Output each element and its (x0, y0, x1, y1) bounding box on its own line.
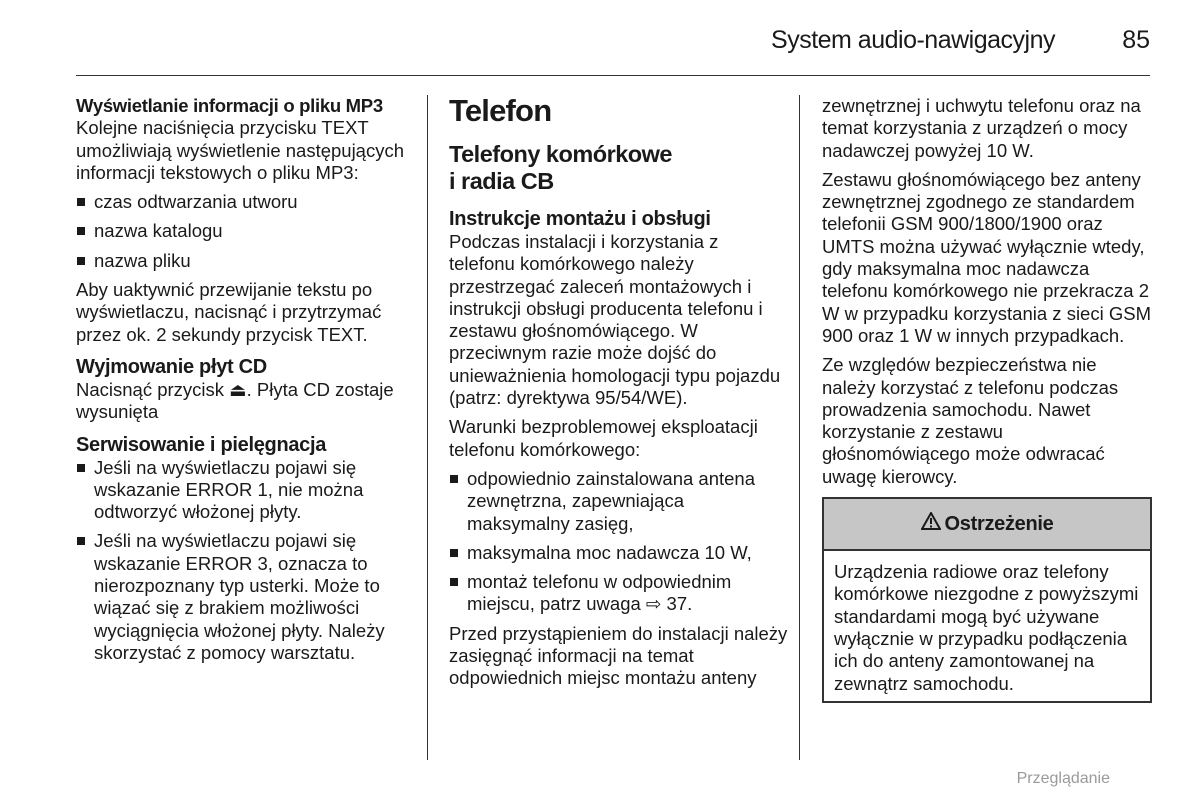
install-text: Podczas instalacji i korzystania z telefonu komórkowego należy przestrzegać zaleceń montażowych i instrukcji obsługi producenta telefonu i zestawu głośnomówiącego. W przeciwnym razie może dojść do unieważnienia homologacji typu pojazdu (patrz: dyrektywa 95/54/WE). (449, 231, 781, 409)
list-item: Jeśli na wyświetlaczu pojawi się wskazanie ERROR 1, nie można odtworzyć włożonej płyty. (76, 457, 411, 524)
warning-text: Urządzenia radiowe oraz telefony komórkowe niezgodne z powyższymi standardami mogą być używane wyłącznie w przypadku podłączenia ich do anteny zamontowanej na zewnątrz samochodu. (834, 561, 1139, 694)
mp3-info-list (76, 191, 411, 272)
list-item: montaż telefonu w odpowiednim miejscu, patrz uwaga ⇨ 37. (449, 571, 789, 616)
service-list (76, 457, 411, 665)
warning-body (824, 551, 1150, 701)
list-item: nazwa pliku (76, 250, 411, 272)
section-heading-line: i radia CB (449, 168, 554, 194)
chapter-title: Telefon (449, 93, 552, 128)
continued-text: zewnętrznej i uchwytu telefonu oraz na temat korzystania z urządzeń o mocy nadawczej powyżej 10 W. (822, 95, 1141, 161)
mp3-info-text: Kolejne naciśnięcia przycisku TEXT umożliwiają wyświetlenie następujących informacji tekstowych o pliku MP3: (76, 117, 405, 183)
page-header (0, 0, 1200, 76)
page-number: 85 (1122, 26, 1150, 54)
warning-box (822, 497, 1152, 703)
handsfree-text: Zestawu głośnomówiącego bez anteny zewnętrznej zgodnego ze standardem telefonii GSM 900/1800/1900 oraz UMTS można używać wyłącznie wtedy, gdy maksymalna moc nadawcza telefonu komórkowego nie przekracza 2 W w przypadku korzystania z sieci GSM 900 oraz 1 W w innych przypadkach. (822, 168, 1151, 346)
list-item: Jeśli na wyświetlaczu pojawi się wskazanie ERROR 3, oznacza to nierozpoznany typ usterki. Może to wiązać się z brakiem możliwości wyciągnięcia włożonej płyty. Należy skorzystać z pomocy warsztatu. (76, 530, 411, 664)
footer-watermark: Przeglądanie (1016, 770, 1110, 787)
safety-text: Ze względów bezpieczeństwa nie należy korzystać z telefonu podczas prowadzenia samochodu. Nawet korzystanie z zestawu głośnomówiącego może odwracać uwagę kierowcy. (822, 354, 1119, 487)
column-divider (427, 95, 428, 760)
eject-cd-text: Nacisnąć przycisk ⏏. Płyta CD zostaje wysunięta (76, 378, 394, 423)
list-item: maksymalna moc nadawcza 10 W, (449, 542, 789, 564)
mp3-info-heading: Wyświetlanie informacji o pliku MP3 (76, 95, 383, 116)
list-item: odpowiednio zainstalowana antena zewnętrzna, zapewniająca maksymalny zasięg, (449, 468, 789, 535)
warning-triangle-icon (921, 512, 941, 536)
install-heading: Instrukcje montażu i obsługi (449, 208, 711, 230)
header-divider (76, 75, 1150, 76)
conditions-list (449, 468, 789, 616)
list-item: nazwa katalogu (76, 220, 411, 242)
column-middle (449, 95, 789, 697)
eject-cd-heading: Wyjmowanie płyt CD (76, 355, 267, 378)
column-divider (799, 95, 800, 760)
section-heading (449, 141, 789, 195)
conditions-text: Warunki bezproblemowej eksploatacji telefonu komórkowego: (449, 416, 758, 460)
column-right (822, 95, 1152, 703)
scroll-text-paragraph: Aby uaktywnić przewijanie tekstu po wyświetlaczu, nacisnąć i przytrzymać przez ok. 2 sekundy przycisk TEXT. (76, 279, 382, 345)
service-heading: Serwisowanie i pielęgnacja (76, 433, 327, 456)
warning-title: Ostrzeżenie (944, 512, 1054, 535)
section-heading-line: Telefony komórkowe (449, 141, 673, 167)
before-install-text: Przed przystąpieniem do instalacji należy zasięgnąć informacji na temat odpowiednich miejsc montażu anteny (449, 622, 788, 689)
column-left (76, 95, 411, 671)
section-title: System audio-nawigacyjny (771, 26, 1055, 54)
warning-header (824, 499, 1150, 551)
list-item: czas odtwarzania utworu (76, 191, 411, 213)
